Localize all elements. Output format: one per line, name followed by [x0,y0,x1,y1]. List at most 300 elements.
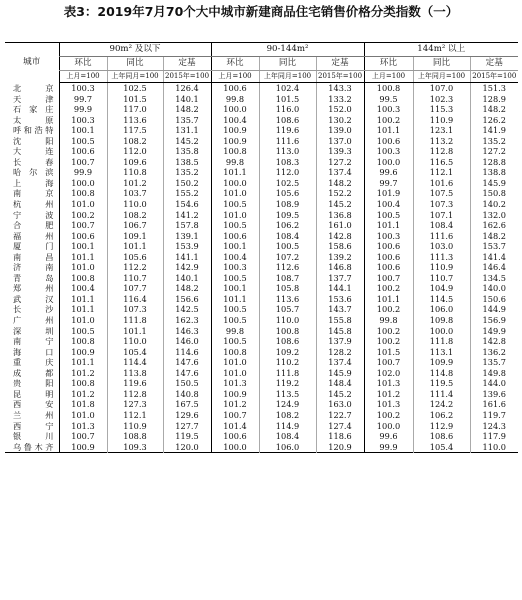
value-cell: 101.0 [59,315,107,326]
value-cell: 117.9 [470,431,518,442]
table-row [5,368,518,379]
value-cell: 111.6 [413,231,470,242]
value-cell: 155.2 [163,188,211,199]
value-cell: 115.3 [413,104,470,115]
value-cell: 112.1 [413,167,470,178]
value-cell: 117.5 [107,125,163,136]
value-cell: 108.7 [259,273,316,284]
value-cell: 139.0 [316,125,364,136]
value-cell: 154.6 [163,199,211,210]
value-cell: 100.5 [259,241,316,252]
city-cell: 哈尔滨 [13,167,54,178]
city-cell: 深圳 [13,325,54,336]
value-cell: 167.5 [163,399,211,410]
value-cell: 150.2 [163,178,211,189]
city-cell: 宁波 [13,209,54,220]
value-cell: 153.9 [163,241,211,252]
value-cell: 162.6 [470,220,518,231]
value-cell: 100.1 [59,125,107,136]
value-cell: 99.8 [211,94,259,105]
value-cell: 161.6 [470,399,518,410]
value-cell: 149.8 [470,368,518,379]
value-cell: 123.1 [413,125,470,136]
value-cell: 119.6 [259,125,316,136]
value-cell: 100.6 [364,241,413,252]
value-cell: 163.0 [316,399,364,410]
value-cell: 101.0 [211,357,259,368]
value-cell: 161.0 [316,220,364,231]
table-row [5,336,518,347]
table-row [5,115,518,126]
value-cell: 101.1 [59,252,107,263]
value-cell: 141.4 [470,252,518,263]
value-cell: 109.3 [107,442,163,453]
city-cell: 武汉 [13,293,54,304]
value-cell: 113.5 [259,389,316,400]
city-cell: 广州 [13,315,54,326]
value-cell: 137.4 [316,167,364,178]
value-cell: 108.4 [413,220,470,231]
base-header-2015: 2015年=100 [316,71,364,83]
value-cell: 102.0 [364,368,413,379]
value-cell: 126.2 [470,115,518,126]
table-row [5,136,518,147]
value-cell: 110.2 [259,357,316,368]
city-cell: 昆明 [13,388,54,399]
sub-header-yoy: 同比 [413,57,470,71]
value-cell: 100.7 [364,273,413,284]
group-header-90-144: 90-144m² [211,43,364,57]
header-row-bases [5,71,518,83]
value-cell: 99.7 [59,94,107,105]
value-cell: 144.1 [316,283,364,294]
value-cell: 144.9 [470,304,518,315]
value-cell: 110.0 [107,199,163,210]
value-cell: 100.5 [211,304,259,315]
value-cell: 101.1 [364,220,413,231]
value-cell: 99.7 [364,178,413,189]
value-cell: 141.2 [163,210,211,221]
value-cell: 139.2 [316,252,364,263]
header-row-subs [5,57,518,71]
table-row [5,294,518,305]
value-cell: 101.2 [59,368,107,379]
value-cell: 108.4 [259,431,316,442]
value-cell: 101.1 [211,294,259,305]
value-cell: 157.8 [163,220,211,231]
value-cell: 141.1 [163,252,211,263]
value-cell: 141.9 [470,125,518,136]
group-header-144-above: 144m² 以上 [364,43,518,57]
value-cell: 107.7 [107,283,163,294]
base-header-last-year: 上年同月=100 [107,71,163,83]
value-cell: 110.0 [470,442,518,453]
price-index-table-wrap [5,42,518,453]
city-cell: 海口 [13,346,54,357]
value-cell: 113.6 [259,294,316,305]
value-cell: 104.9 [413,283,470,294]
value-cell: 110.0 [107,336,163,347]
value-cell: 114.9 [259,421,316,432]
city-cell: 呼和浩特 [13,125,54,136]
value-cell: 119.6 [107,378,163,389]
value-cell: 105.4 [413,442,470,453]
value-cell: 102.5 [107,83,163,94]
value-cell: 100.6 [211,83,259,94]
city-cell: 南昌 [13,251,54,262]
table-row [5,431,518,442]
value-cell: 101.9 [364,188,413,199]
value-cell: 114.8 [413,368,470,379]
value-cell: 101.3 [364,399,413,410]
value-cell: 100.6 [59,231,107,242]
value-cell: 136.2 [470,347,518,358]
value-cell: 131.1 [163,125,211,136]
value-cell: 135.2 [470,136,518,147]
value-cell: 100.3 [364,231,413,242]
page-title: 表3：2019年7月70个大中城市新建商品住宅销售价格分类指数（一） [63,4,459,19]
value-cell: 153.6 [316,294,364,305]
value-cell: 107.0 [413,83,470,94]
value-cell: 142.8 [316,231,364,242]
city-cell: 青岛 [13,272,54,283]
base-header-last-year: 上年同月=100 [413,71,470,83]
city-cell: 福州 [13,230,54,241]
city-cell: 重庆 [13,357,54,368]
value-cell: 100.4 [59,283,107,294]
value-cell: 143.7 [316,304,364,315]
value-cell: 101.5 [107,94,163,105]
value-cell: 108.6 [413,431,470,442]
value-cell: 124.9 [259,399,316,410]
value-cell: 100.6 [364,252,413,263]
value-cell: 135.7 [163,115,211,126]
value-cell: 100.1 [211,241,259,252]
value-cell: 114.4 [107,357,163,368]
value-cell: 101.3 [364,378,413,389]
value-cell: 100.7 [59,431,107,442]
value-cell: 113.8 [107,368,163,379]
value-cell: 101.4 [211,421,259,432]
table-row [5,125,518,136]
table-row [5,262,518,273]
value-cell: 148.2 [163,104,211,115]
value-cell: 137.0 [316,136,364,147]
value-cell: 120.9 [316,442,364,453]
value-cell: 106.2 [259,220,316,231]
value-cell: 145.9 [316,368,364,379]
table-row [5,273,518,284]
value-cell: 105.6 [107,252,163,263]
value-cell: 147.6 [163,368,211,379]
base-header-last-month: 上月=100 [59,71,107,83]
table-row [5,410,518,421]
value-cell: 100.1 [211,283,259,294]
value-cell: 127.2 [470,146,518,157]
value-cell: 108.6 [259,336,316,347]
value-cell: 138.5 [163,157,211,168]
value-cell: 142.8 [470,336,518,347]
value-cell: 101.5 [259,94,316,105]
value-cell: 119.5 [163,431,211,442]
value-cell: 100.8 [364,83,413,94]
value-cell: 146.0 [163,336,211,347]
value-cell: 100.2 [364,283,413,294]
value-cell: 101.5 [364,347,413,358]
value-cell: 133.2 [316,94,364,105]
value-cell: 100.6 [59,146,107,157]
city-cell: 太原 [13,114,54,125]
value-cell: 129.6 [163,410,211,421]
value-cell: 100.9 [59,347,107,358]
table-row [5,210,518,221]
city-cell: 西安 [13,399,54,410]
table-row [5,178,518,189]
value-cell: 119.5 [413,378,470,389]
sub-header-base: 定基 [316,57,364,71]
value-cell: 100.2 [364,326,413,337]
value-cell: 100.3 [59,83,107,94]
city-cell: 石家庄 [13,104,54,115]
value-cell: 140.1 [163,273,211,284]
value-cell: 101.1 [364,125,413,136]
value-cell: 107.2 [259,252,316,263]
value-cell: 145.2 [316,199,364,210]
value-cell: 135.2 [163,167,211,178]
value-cell: 119.7 [470,410,518,421]
value-cell: 140.2 [470,199,518,210]
value-cell: 100.5 [211,273,259,284]
city-cell: 南京 [13,188,54,199]
value-cell: 101.0 [211,210,259,221]
value-cell: 100.9 [211,136,259,147]
city-cell: 西宁 [13,420,54,431]
city-cell: 成都 [13,367,54,378]
value-cell: 101.0 [211,188,259,199]
sub-header-base: 定基 [470,57,518,71]
value-cell: 148.2 [316,178,364,189]
table-row [5,83,518,94]
value-cell: 101.1 [107,326,163,337]
value-cell: 101.2 [211,399,259,410]
value-cell: 111.3 [413,252,470,263]
value-cell: 107.3 [413,199,470,210]
value-cell: 112.0 [107,146,163,157]
table-row [5,399,518,410]
value-cell: 100.0 [364,157,413,168]
value-cell: 101.0 [59,262,107,273]
value-cell: 108.2 [107,210,163,221]
value-cell: 112.0 [259,167,316,178]
value-cell: 111.8 [259,368,316,379]
value-cell: 100.6 [364,262,413,273]
table-row [5,389,518,400]
value-cell: 100.5 [59,326,107,337]
value-cell: 100.8 [211,347,259,358]
table-row [5,157,518,168]
value-cell: 116.4 [107,294,163,305]
value-cell: 100.5 [364,210,413,221]
value-cell: 128.9 [470,94,518,105]
sub-header-base: 定基 [163,57,211,71]
value-cell: 100.5 [59,136,107,147]
sub-header-mom: 环比 [211,57,259,71]
value-cell: 100.1 [59,241,107,252]
value-cell: 146.8 [316,262,364,273]
city-cell: 郑州 [13,283,54,294]
value-cell: 100.0 [211,104,259,115]
table-row [5,199,518,210]
value-cell: 101.1 [59,294,107,305]
value-cell: 108.4 [259,231,316,242]
value-cell: 99.9 [59,104,107,115]
value-cell: 100.8 [59,378,107,389]
value-cell: 109.8 [413,315,470,326]
value-cell: 137.4 [316,357,364,368]
value-cell: 140.0 [470,283,518,294]
sub-header-yoy: 同比 [259,57,316,71]
value-cell: 122.7 [316,410,364,421]
table-row [5,357,518,368]
value-cell: 100.9 [59,442,107,453]
value-cell: 100.7 [364,357,413,368]
table-row [5,104,518,115]
value-cell: 101.1 [211,167,259,178]
value-cell: 134.5 [470,273,518,284]
city-cell: 贵阳 [13,378,54,389]
value-cell: 135.7 [470,357,518,368]
value-cell: 148.2 [470,231,518,242]
value-cell: 100.6 [211,231,259,242]
value-cell: 113.1 [413,347,470,358]
value-cell: 100.2 [364,304,413,315]
value-cell: 100.0 [413,326,470,337]
value-cell: 100.7 [211,410,259,421]
value-cell: 106.7 [107,220,163,231]
value-cell: 152.2 [316,188,364,199]
value-cell: 109.6 [107,157,163,168]
value-cell: 107.3 [107,304,163,315]
value-cell: 145.9 [470,178,518,189]
value-cell: 126.4 [163,83,211,94]
value-cell: 99.9 [364,442,413,453]
value-cell: 105.6 [259,188,316,199]
value-cell: 149.9 [470,326,518,337]
value-cell: 143.3 [316,83,364,94]
base-header-last-month: 上月=100 [364,71,413,83]
value-cell: 112.1 [107,410,163,421]
value-cell: 111.8 [413,336,470,347]
value-cell: 100.2 [364,336,413,347]
value-cell: 124.3 [470,421,518,432]
value-cell: 100.5 [211,199,259,210]
price-index-table [5,42,518,453]
table-row [5,231,518,242]
value-cell: 100.2 [59,210,107,221]
table-row [5,146,518,157]
table-row [5,326,518,337]
value-cell: 101.2 [59,389,107,400]
value-cell: 100.8 [59,336,107,347]
value-cell: 100.3 [364,146,413,157]
value-cell: 101.8 [59,399,107,410]
value-cell: 116.0 [259,104,316,115]
city-header: 城市 [23,57,41,68]
value-cell: 100.6 [211,431,259,442]
table-row [5,378,518,389]
value-cell: 100.9 [211,389,259,400]
base-header-last-year: 上年同月=100 [259,71,316,83]
value-cell: 100.0 [211,178,259,189]
value-cell: 100.6 [364,136,413,147]
value-cell: 156.9 [470,315,518,326]
value-cell: 148.2 [470,104,518,115]
value-cell: 150.8 [470,188,518,199]
value-cell: 150.5 [163,378,211,389]
value-cell: 146.3 [163,326,211,337]
value-cell: 99.9 [59,167,107,178]
value-cell: 101.1 [107,241,163,252]
value-cell: 106.0 [413,304,470,315]
city-cell: 南宁 [13,336,54,347]
value-cell: 108.8 [107,431,163,442]
table-row [5,283,518,294]
value-cell: 113.6 [107,115,163,126]
value-cell: 101.1 [59,304,107,315]
value-cell: 139.6 [470,389,518,400]
value-cell: 107.5 [413,188,470,199]
base-header-last-month: 上月=100 [211,71,259,83]
value-cell: 100.7 [59,157,107,168]
value-cell: 114.6 [163,347,211,358]
city-cell: 乌鲁木齐 [13,441,54,452]
value-cell: 147.6 [163,357,211,368]
table-row [5,252,518,263]
value-cell: 108.2 [259,410,316,421]
value-cell: 101.1 [364,294,413,305]
value-cell: 109.2 [259,347,316,358]
value-cell: 101.0 [211,368,259,379]
table-row [5,442,518,453]
value-cell: 145.2 [316,389,364,400]
sub-header-yoy: 同比 [107,57,163,71]
value-cell: 108.6 [259,115,316,126]
value-cell: 112.2 [107,262,163,273]
value-cell: 110.0 [259,315,316,326]
value-cell: 162.3 [163,315,211,326]
value-cell: 137.7 [316,273,364,284]
value-cell: 105.8 [259,283,316,294]
value-cell: 100.4 [364,199,413,210]
value-cell: 105.7 [259,304,316,315]
value-cell: 152.0 [316,104,364,115]
value-cell: 100.0 [364,421,413,432]
city-cell: 厦门 [13,241,54,252]
value-cell: 120.0 [163,442,211,453]
value-cell: 110.7 [413,273,470,284]
city-cell: 长春 [13,156,54,167]
value-cell: 110.9 [413,262,470,273]
city-cell: 沈阳 [13,135,54,146]
value-cell: 153.7 [470,241,518,252]
value-cell: 109.9 [413,357,470,368]
value-cell: 127.4 [316,421,364,432]
value-cell: 116.5 [413,157,470,168]
value-cell: 145.2 [163,136,211,147]
value-cell: 112.8 [413,146,470,157]
value-cell: 100.5 [211,315,259,326]
value-cell: 127.3 [107,399,163,410]
